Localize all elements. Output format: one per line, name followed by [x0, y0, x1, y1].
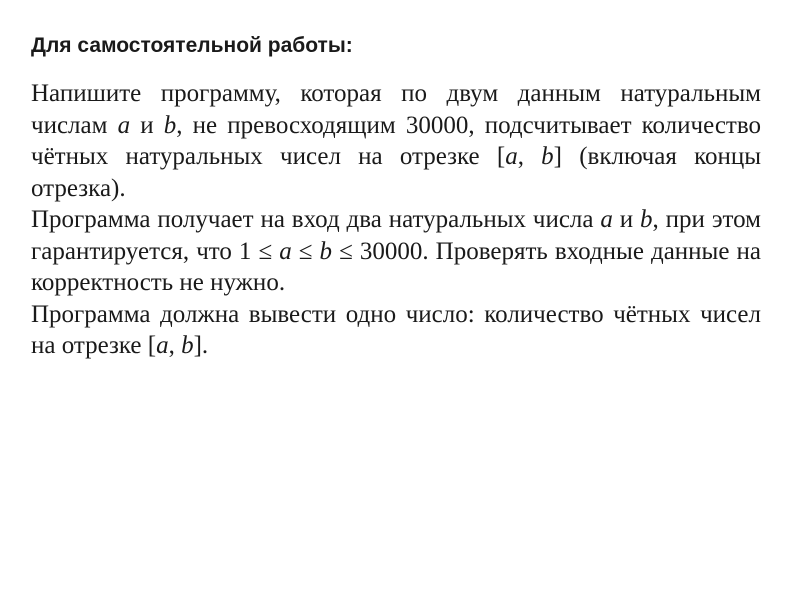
variable-a: a	[117, 111, 131, 139]
variable-a: a	[156, 332, 169, 359]
variable-a: a	[279, 237, 292, 265]
text-segment: ,	[168, 332, 182, 359]
variable-b: b	[640, 206, 653, 233]
slide-heading: Для самостоятельной работы:	[31, 34, 353, 57]
task-paragraph-2	[31, 204, 761, 299]
text-segment: ≤ 30000. Проверять входные данные на корректность не нужно.	[31, 237, 761, 296]
variable-b: b	[319, 237, 333, 265]
text-segment: Программа получает на вход два натуральных числа	[31, 206, 601, 233]
text-segment: Напишите программу, которая по двум данным натуральным числам	[31, 80, 761, 139]
text-segment: ≤	[291, 237, 320, 265]
text-segment: ] (включая концы отрезка).	[31, 143, 761, 202]
task-description	[31, 78, 761, 362]
variable-a: a	[505, 143, 518, 170]
variable-b: b	[163, 111, 177, 139]
text-segment: ,	[517, 143, 542, 170]
variable-b: b	[541, 143, 554, 170]
task-paragraph-1	[31, 78, 761, 204]
variable-a: a	[600, 206, 613, 233]
text-segment: ].	[193, 332, 209, 359]
task-paragraph-3	[31, 299, 761, 362]
text-segment: Программа должна вывести одно число: количество чётных чисел на отрезке [	[31, 300, 761, 359]
text-segment: , при этом гарантируется, что 1 ≤	[31, 206, 761, 265]
text-segment: и	[130, 111, 164, 139]
text-segment: и	[612, 206, 641, 233]
variable-b: b	[181, 332, 194, 359]
text-segment: , не превосходящим 30000, подсчитывает количество чётных натуральных чисел на отрезке [	[31, 111, 761, 170]
